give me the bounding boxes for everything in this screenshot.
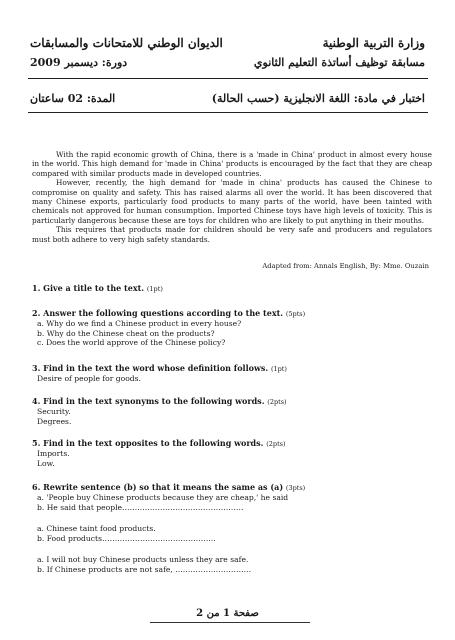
page-number: صفحة 1 من 2 [196,608,259,619]
exam-duration: المدة: 02 ساعتان [30,92,116,105]
question-points: (2pts) [266,440,286,448]
question-item: a. I will not buy Chinese products unless they are safe. [37,555,249,565]
passage-source: Adapted from: Annals English, By: Mme. Ouzain [262,262,429,270]
question-title: 6. Rewrite sentence (b) so that it means the same as (a) (3pts) [32,482,306,492]
question-item: Low. [37,458,55,468]
question-title: 2. Answer the following questions according to the text. (5pts) [32,308,306,318]
question-points: (3pts) [285,484,306,492]
question-points: (1pt) [146,285,163,293]
question-title: 1. Give a title to the text. (1pt) [32,283,163,293]
question-item: Desire of people for goods. [37,374,141,383]
office-name: الديوان الوطني للامتحانات والمسابقات [30,36,223,50]
question-1 [32,283,432,294]
question-3 [32,363,432,384]
question-title: 5. Find in the text opposites to the following words. (2pts) [32,438,286,448]
passage-paragraph: This requires that products made for children should be very safe and producers and regulators must both adhere to very high safety standards. [32,225,432,244]
question-points: (1pt) [270,365,287,373]
reading-passage [32,150,432,244]
session-date: دورة: ديسمبر 2009 [30,56,128,69]
question-item: Security. [37,407,71,416]
footer-divider [150,622,310,623]
question-item: a. 'People buy Chinese products because they are cheap,' he said [37,493,289,502]
question-points: (5pts) [285,310,306,318]
question-item: b. He said that people………………………………………… [37,502,244,512]
question-item: Imports. [37,449,70,458]
question-title: 3. Find in the text the word whose definition follows. (1pt) [32,363,287,373]
question-item: a. Chinese taint food products. [37,524,156,534]
question-2 [32,308,432,348]
question-item: b. Food products……………………………………… [37,533,216,543]
competition-title: مسابقة توظيف أساتذة التعليم الثانوي [253,56,425,69]
question-item: a. Why do we find a Chinese product in every house? [37,319,242,328]
question-item: c. Does the world approve of the Chinese policy? [37,338,226,348]
passage-paragraph: With the rapid economic growth of China, there is a 'made in China' product in almost every house in the world. This high demand for 'made in China' products is encouraged by the fact that they are cheap compared with similar products made in developed countries. [32,150,432,178]
header-divider [28,78,428,79]
question-4 [32,396,432,426]
question-6 [32,482,432,575]
question-item: Degrees. [37,416,72,426]
header-divider-bottom [28,112,428,113]
ministry-name: وزارة التربية الوطنية [322,36,425,50]
exam-subject: اختبار في مادة: اللغة الانجليزية (حسب الحالة) [211,92,425,105]
question-points: (2pts) [267,398,287,406]
question-5 [32,438,432,468]
question-title: 4. Find in the text synonyms to the following words. (2pts) [32,396,287,406]
question-item: b. If Chinese products are not safe, ………………………… [37,564,252,574]
question-item: b. Why do the Chinese cheat on the products? [37,328,215,338]
passage-paragraph: However, recently, the high demand for 'made in china' products has caused the Chinese to compromise on quality and safety. This has raised alarms all over the world. It has been discovered that many Chinese exports, particularly food products to many parts of the world, have been tainted with chemicals not approved for human consumption. Imported Chinese toys have high levels of toxicity. This is particularly dangerous because these are toys for children who are likely to put anything in their mouths. [32,178,432,225]
